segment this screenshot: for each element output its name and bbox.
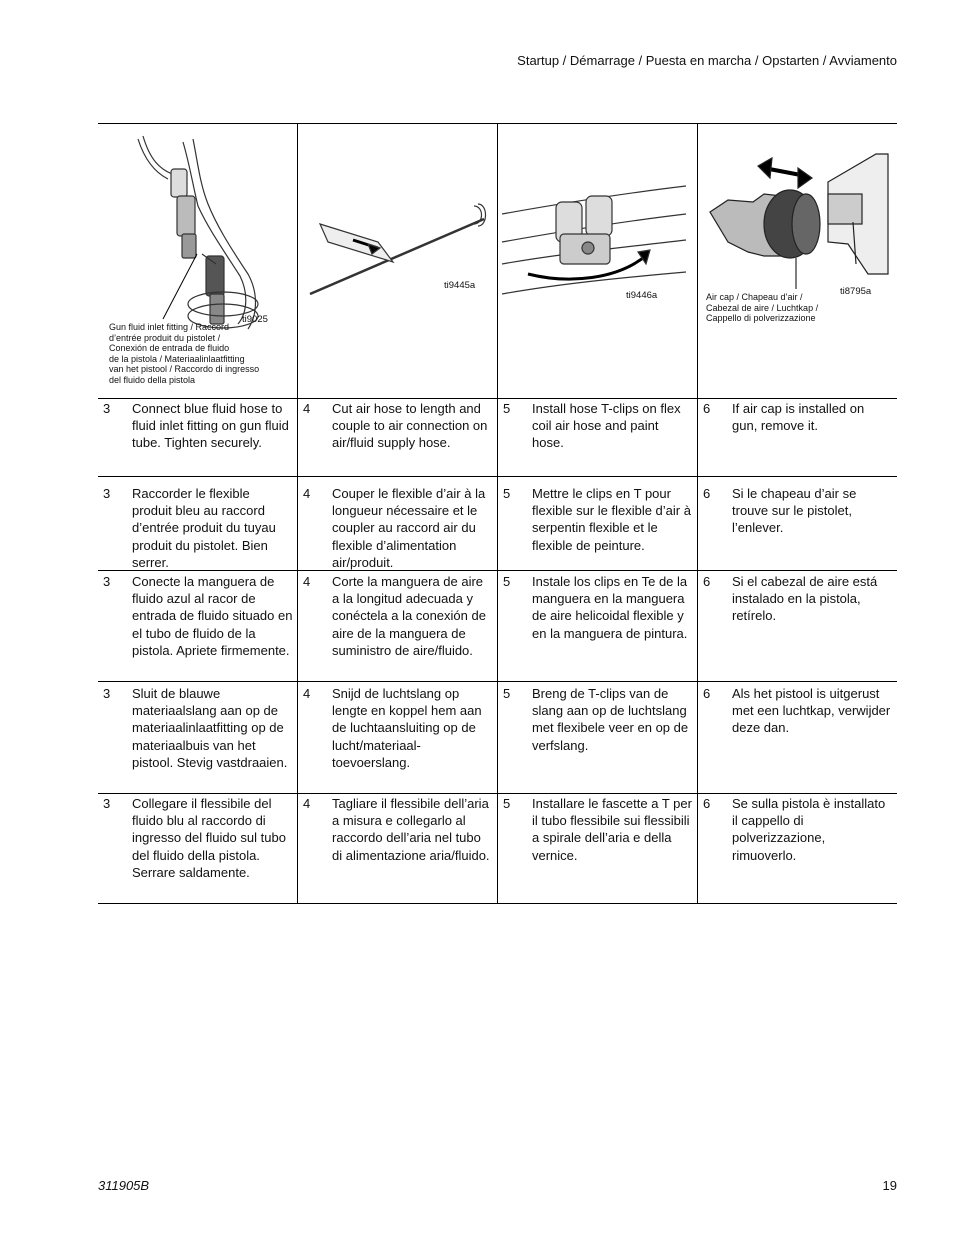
step-number: 4 — [303, 574, 311, 589]
step-number: 5 — [503, 686, 511, 701]
document-number: 311905B — [98, 1178, 150, 1193]
step-number: 4 — [303, 486, 311, 501]
caption-line: de la pistola / Materiaalinlaatfitting — [109, 353, 245, 364]
air-cap-removal-illustration — [698, 124, 898, 398]
step-text: Mettre le clips en T pour flexible sur le flexible d’air à serpentin flexible et le flexible de peinture. — [532, 486, 691, 553]
step-text: Si el cabezal de aire está instalado en la pistola, retírelo. — [732, 574, 878, 624]
step-text: Corte la manguera de aire a la longitud adecuada y conéctela a la conexión de aire de la manguera de suministro de aire/fluido. — [332, 574, 486, 658]
figure-id: ti8795a — [840, 286, 872, 297]
caption-line: Cabezal de aire / Luchtkap / — [706, 302, 819, 313]
language-row-spanish — [98, 571, 897, 682]
caption-line: Cappello di polverizzazione — [706, 313, 816, 323]
caption-line: del fluido della pistola — [109, 374, 196, 385]
language-row-english — [98, 399, 897, 477]
step-text: Raccorder le flexible produit bleu au raccord d’entrée produit du tuyau produit du pistolet. Bien serrer. — [132, 486, 276, 570]
step-text: Si le chapeau d’air se trouve sur le pistolet, l’enlever. — [732, 486, 857, 536]
figure-cell-2 — [297, 124, 497, 398]
step-text: Instale los clips en Te de la manguera en la manguera de aire helicoidal flexible y en la manguera de pintura. — [532, 574, 688, 641]
step-number: 6 — [703, 796, 711, 811]
step-text: Se sulla pistola è installato il cappello di polverizzazione, rimuoverlo. — [732, 796, 886, 863]
step-text: Sluit de blauwe materiaalslang aan op de materiaalinlaatfitting op de materiaalbuis van het pistool. Stevig vastdraaien. — [132, 686, 288, 770]
caption-line: Air cap / Chapeau d’air / — [706, 292, 803, 302]
figure-id: ti9025 — [242, 314, 268, 325]
step-number: 5 — [503, 401, 511, 416]
step-number: 4 — [303, 401, 311, 416]
instruction-table — [98, 123, 897, 904]
step-text: Conecte la manguera de fluido azul al racor de entrada de fluido situado en el tubo de fluido de la pistola. Apriete firmemente. — [132, 574, 293, 658]
step-number: 5 — [503, 486, 511, 501]
step-number: 4 — [303, 686, 311, 701]
figure-caption — [109, 322, 259, 385]
step-text: Connect blue fluid hose to fluid inlet fitting on gun fluid tube. Tighten securely. — [132, 401, 289, 451]
step-text: If air cap is installed on gun, remove it. — [732, 401, 865, 434]
step-number: 4 — [303, 796, 311, 811]
caption-line: d’entrée produit du pistolet / — [109, 332, 221, 343]
step-number: 5 — [503, 574, 511, 589]
step-number: 6 — [703, 401, 711, 416]
step-number: 3 — [103, 796, 111, 811]
step-number: 3 — [103, 486, 111, 501]
step-text: Couper le flexible d’air à la longueur nécessaire et le coupler au raccord air du flexible d’alimentation air/produit. — [332, 486, 486, 570]
language-row-italian — [98, 794, 897, 903]
step-number: 3 — [103, 401, 111, 416]
step-text: Breng de T-clips van de slang aan op de luchtslang met flexibele veer en op de verfslang. — [532, 686, 689, 753]
figure-id: ti9445a — [444, 280, 476, 291]
step-number: 6 — [703, 574, 711, 589]
step-number: 3 — [103, 686, 111, 701]
step-text: Snijd de luchtslang op lengte en koppel hem aan de luchtaansluiting op de lucht/materiaal-toevoerslang. — [332, 686, 482, 770]
step-text: Tagliare il flessibile dell’aria a misura e collegarlo al raccordo dell’aria nel tubo di alimentazione aria/fluido. — [332, 796, 490, 863]
language-row-dutch — [98, 682, 897, 794]
air-hose-cut-illustration — [298, 124, 498, 398]
figure-cell-3 — [497, 124, 697, 398]
figure-cell-4 — [697, 124, 897, 398]
figure-row — [98, 124, 897, 399]
step-text: Install hose T-clips on flex coil air hose and paint hose. — [532, 401, 681, 451]
caption-line: Gun fluid inlet fitting / Raccord — [109, 322, 230, 332]
figure-caption — [706, 292, 818, 324]
page-number: 19 — [882, 1178, 897, 1193]
step-text: Collegare il flessibile del fluido blu al raccordo di ingresso del fluido sul tubo del fluido della pistola. Serrare saldamente. — [132, 796, 286, 880]
figure-cell-1 — [98, 124, 297, 398]
page-header: Startup / Démarrage / Puesta en marcha / Opstarten / Avviamento — [517, 53, 897, 68]
step-number: 6 — [703, 486, 711, 501]
step-number: 6 — [703, 686, 711, 701]
hose-t-clip-illustration — [498, 124, 698, 398]
figure-id: ti9446a — [626, 290, 658, 301]
caption-line: Conexión de entrada de fluido — [109, 343, 230, 353]
language-row-french — [98, 477, 897, 571]
step-text: Installare le fascette a T per il tubo flessibile sui flessibili a spirale dell’aria e della vernice. — [532, 796, 692, 863]
step-text: Cut air hose to length and couple to air connection on air/fluid supply hose. — [332, 401, 488, 451]
step-number: 3 — [103, 574, 111, 589]
step-text: Als het pistool is uitgerust met een luchtkap, verwijder deze dan. — [732, 686, 891, 736]
step-number: 5 — [503, 796, 511, 811]
caption-line: van het pistool / Raccordo di ingresso — [109, 364, 260, 374]
